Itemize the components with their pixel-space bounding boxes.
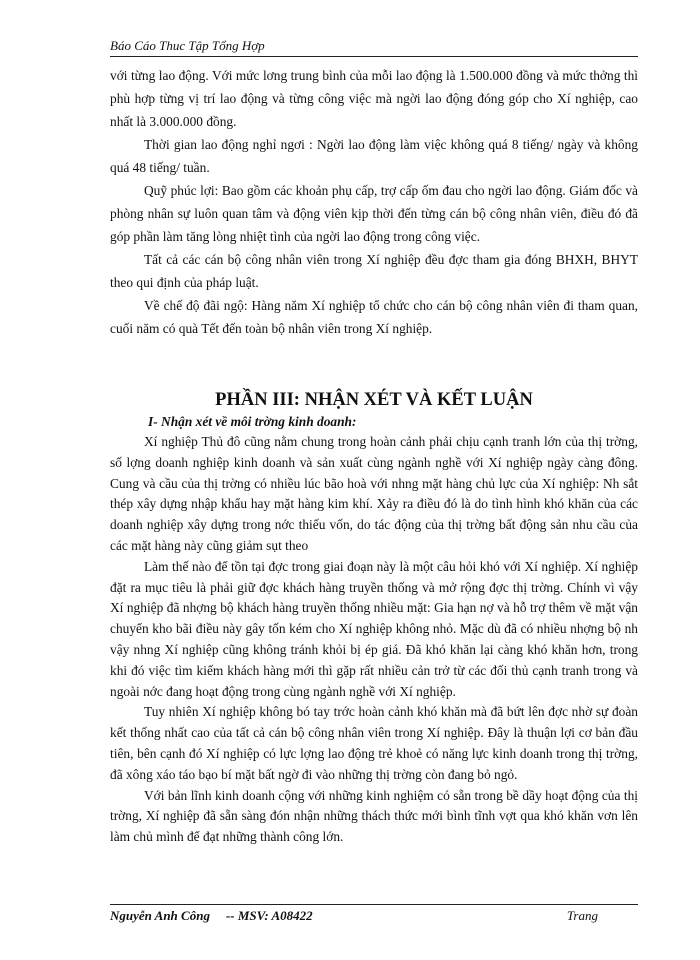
page-footer <box>110 904 638 924</box>
footer-page-label: Trang <box>566 908 598 923</box>
paragraph: với từng lao động. Với mức lơng trung bình của mỗi lao động là 1.500.000 đồng và mức thởng thì phù hợp từng vị trí lao động và từng công việc mà ngời lao động đóng góp cho Xí nghiệp, cao nhất là 3.000.000 đồng. <box>110 68 638 129</box>
header-title: Báo Cáo Thuc Tập Tổng Hợp <box>110 38 265 53</box>
paragraph: Quỹ phúc lợi: Bao gồm các khoản phụ cấp, trợ cấp ốm đau cho ngời lao động. Giám đốc và phòng nhân sự luôn quan tâm và động viên kịp thời đến từng cán bộ công nhân viên, điều đó đã góp phần làm tăng lòng nhiệt tình của ngời lao động trong công việc. <box>110 183 638 244</box>
paragraph: Với bản lĩnh kinh doanh cộng với những kinh nghiệm có sẵn trong bề dầy hoạt động của thị trờng, Xí nghiệp đã sẵn sàng đón nhận những thách thức mới bình tĩnh vợt qua khó khăn vơn lên làm chủ mình để đạt những thành công lớn. <box>110 787 638 845</box>
subsection-heading: I- Nhận xét về môi trờng kinh doanh: <box>148 414 357 429</box>
paragraph: Làm thế nào để tồn tại đợc trong giai đoạn này là một câu hỏi khó với Xí nghiệp. Xí nghiệp đặt ra mục tiêu là phải giữ đợc khách hàng truyền thống và mở rộng đợc thị trờng. Chính vì vậy Xí nghiệp đã nhợng bộ khách hàng truyền thống nhiều mặt: Gia hạn nợ và hỗ trợ thêm về mặt vận chuyển kho bãi điều này gây tốn kém cho Xí nghiệp không nhỏ. Mặc dù đã có nhiều nhợng bộ nh vậy nhng Xí nghiệp cũng không tránh khỏi bị ép giá. Đã khó khăn lại càng khó khăn hơn, trong khi đó việc tìm kiếm khách hàng mới thì gặp rất nhiều cản trở từ các đối thủ cạnh tranh trong và ngoài nớc đang hoạt động trong cùng ngành nghề với Xí nghiệp. <box>110 558 638 699</box>
paragraph: Tuy nhiên Xí nghiệp không bó tay trớc hoàn cảnh khó khăn mà đã bứt lên đợc nhờ sự đoàn kết thống nhất cao của tất cả cán bộ công nhân viên trong Xí nghiệp. Đây là thuận lợi cơ bản đầu tiên, bên cạnh đó Xí nghiệp có lực lợng lao động trẻ khoẻ có năng lực kinh doanh trong thị trờng, đã xông xáo táo bạo bí mặt bất ngờ đi vào những thị trờng còn đang bỏ ngỏ. <box>110 704 638 782</box>
paragraph: Thời gian lao động nghỉ ngơi : Ngời lao động làm việc không quá 8 tiếng/ ngày và không quá 48 tiếng/ tuần. <box>110 137 638 175</box>
section-content <box>110 432 638 848</box>
page-header <box>110 38 638 57</box>
document-body <box>110 64 638 848</box>
footer-author: Nguyễn Anh Công <box>110 908 210 923</box>
footer-student-id: -- MSV: A08422 <box>225 908 313 923</box>
paragraph: Xí nghiệp Thủ đô cũng nằm chung trong hoàn cảnh phải chịu cạnh tranh lớn của thị trờng, số lợng doanh nghiệp kinh doanh và sản xuất cùng ngành nghề với Xí nghiệp ngày càng đông. Cung và cầu của thị trờng có nhiều lúc bão hoà với nhng mặt hàng chủ lực của Xí nghiệp: Nh sắt thép xây dựng nhập khẩu hay mặt hàng kim khí. Xảy ra điều đó là do tình hình khó khăn của các doanh nghiệp xây dựng trong nớc thiếu vốn, do tác động của thị trờng bất động sản nhu cầu của các mặt hàng này cũng giảm sụt theo <box>110 434 638 553</box>
paragraph: Về chế độ đãi ngộ: Hàng năm Xí nghiệp tổ chức cho cán bộ công nhân viên đi tham quan, cuối năm có quà Tết đến toàn bộ nhân viên trong Xí nghiệp. <box>110 298 638 336</box>
section-title: PHẦN III: NHẬN XÉT VÀ KẾT LUẬN <box>215 390 533 410</box>
paragraph: Tất cả các cán bộ công nhân viên trong Xí nghiệp đều đợc tham gia đóng BHXH, BHYT theo qui định của pháp luật. <box>110 252 638 290</box>
